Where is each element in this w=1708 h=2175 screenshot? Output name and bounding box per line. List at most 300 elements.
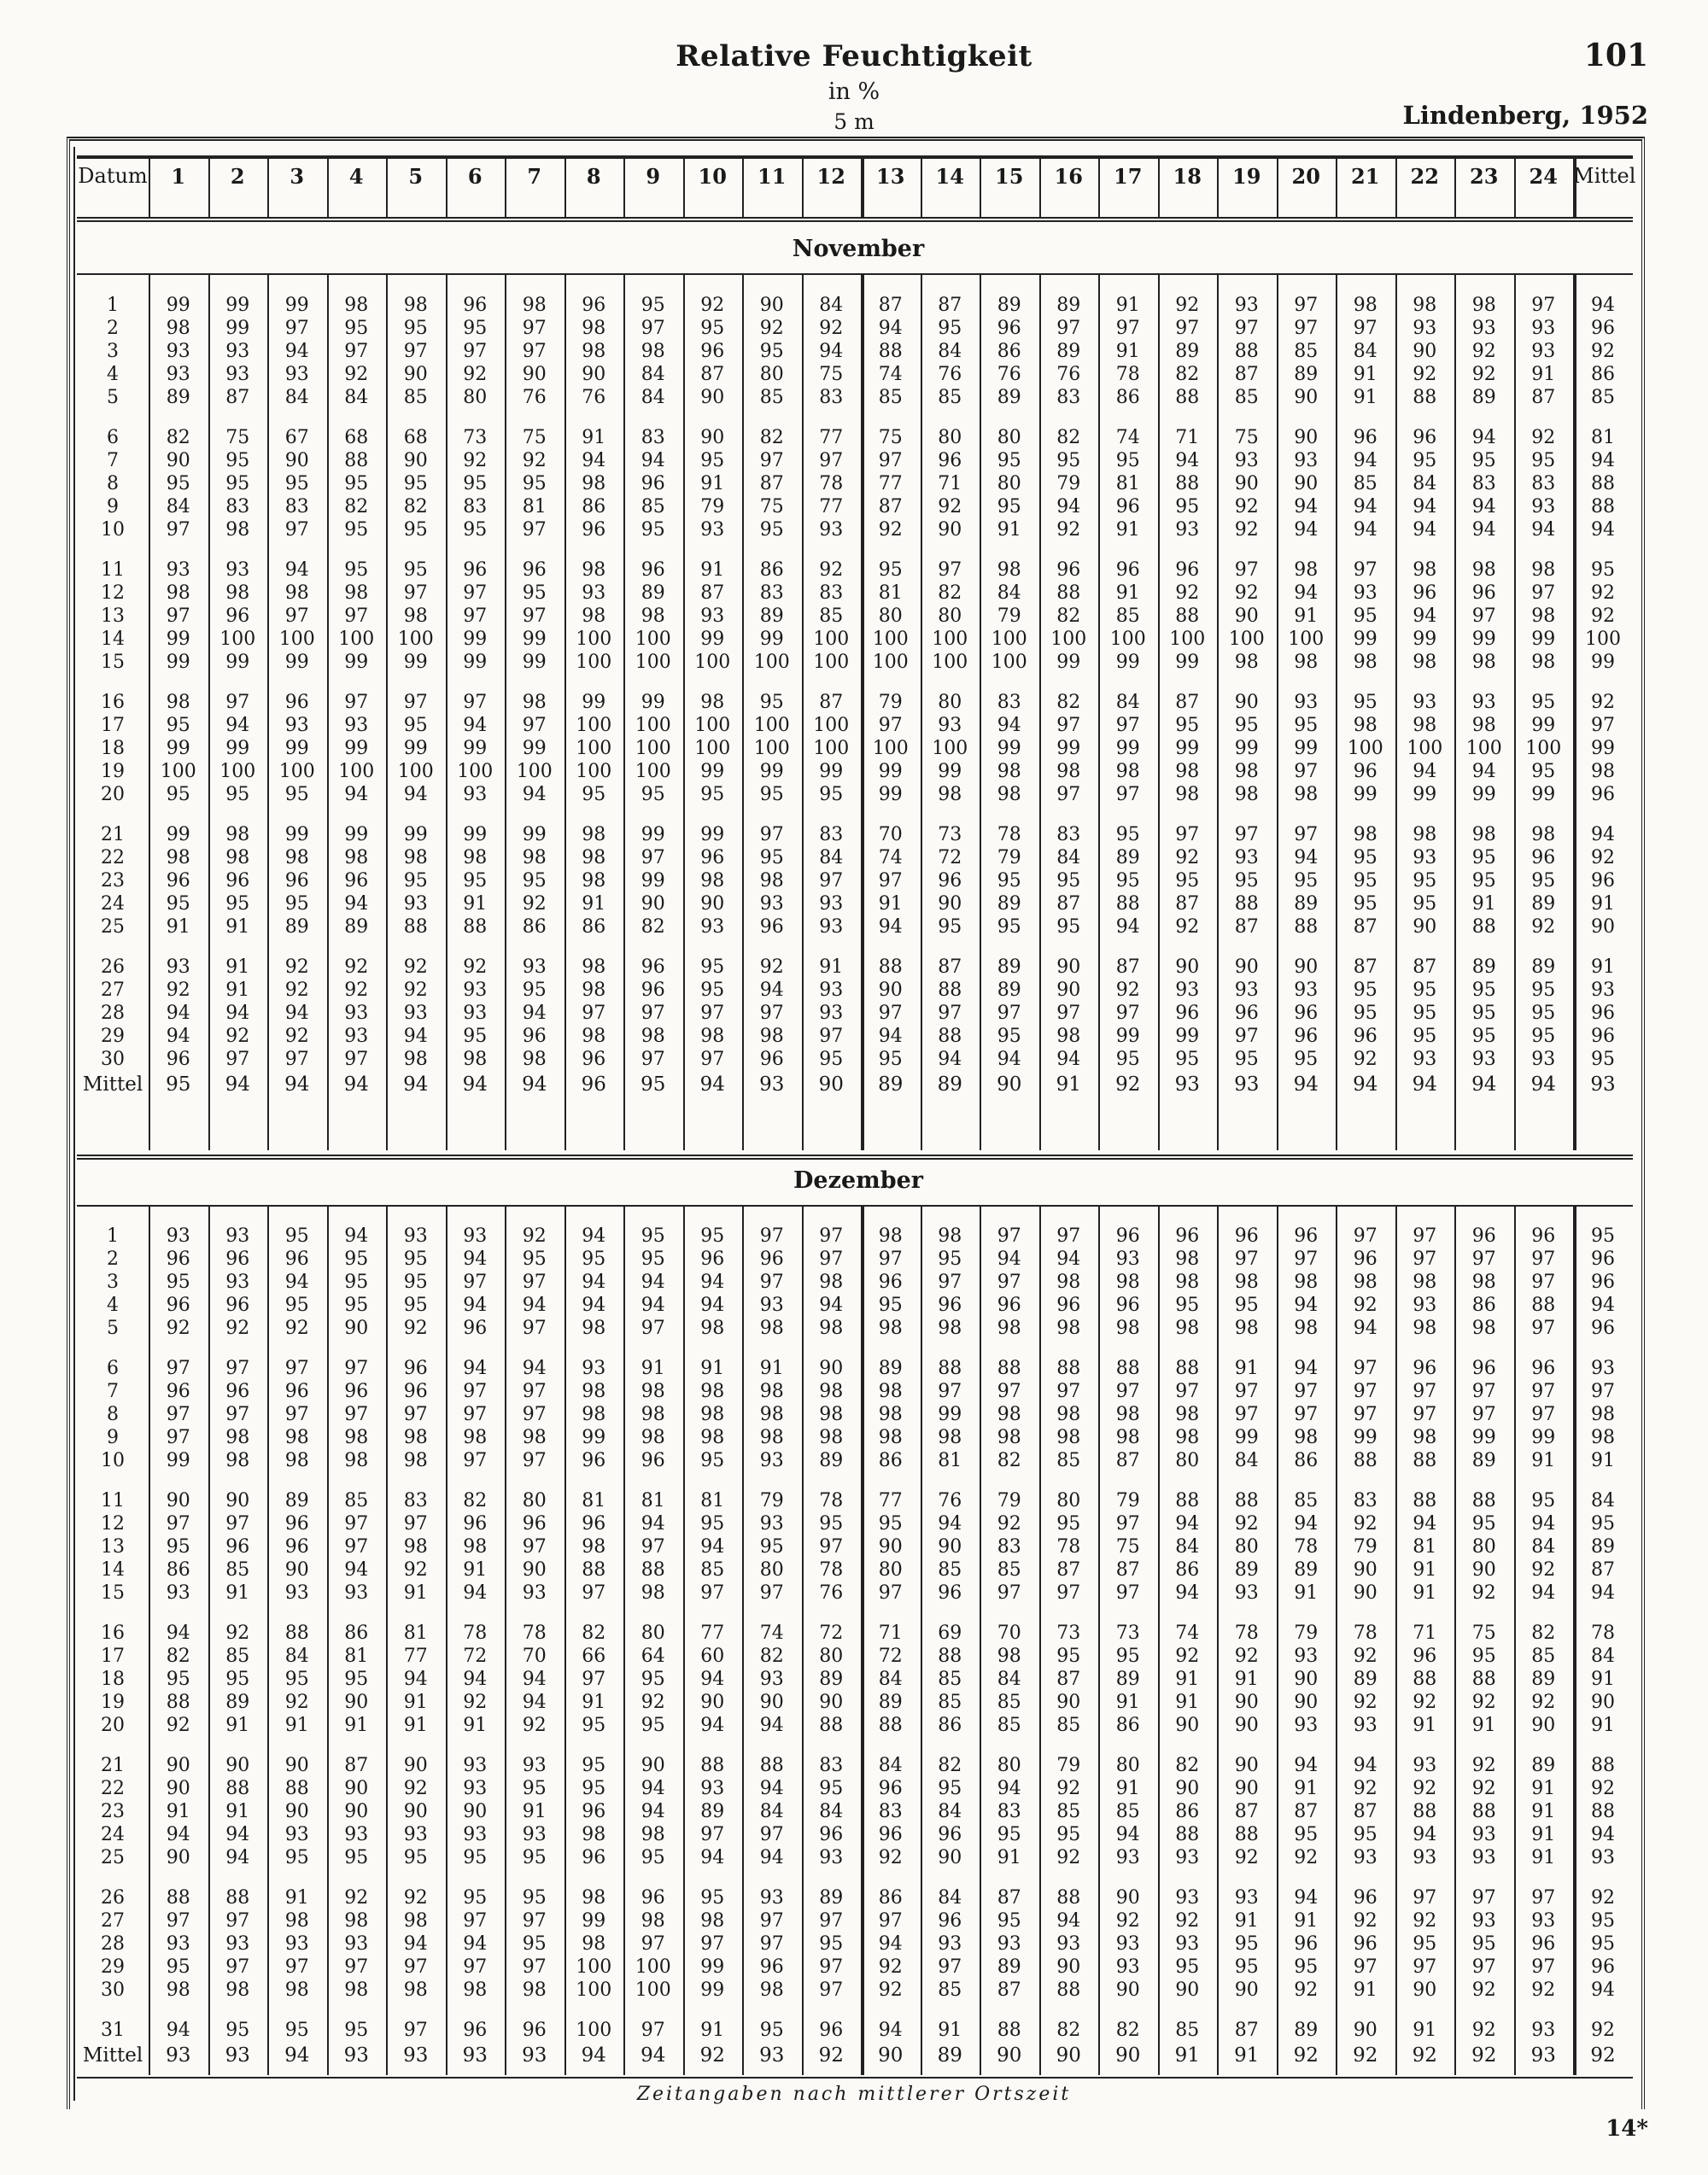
dezember-cell: 95 (997, 1910, 1021, 1932)
november-cell: 96 (997, 318, 1021, 339)
november-cell: 84 (819, 847, 844, 868)
dezember-cell: 98 (700, 1381, 725, 1402)
november-cell: 98 (463, 1049, 488, 1070)
dezember-cell: 96 (938, 1582, 962, 1604)
november-cell: 100 (932, 738, 968, 759)
november-cell: 95 (344, 519, 369, 541)
november-cell: 98 (582, 870, 606, 892)
november-cell: 76 (997, 364, 1021, 385)
dezember-cell: 96 (1531, 1225, 1556, 1247)
dezember-cell: 99 (1353, 1427, 1378, 1448)
dezember-cell: 95 (1471, 1513, 1496, 1535)
dezember-cell: 66 (582, 1646, 606, 1667)
header-column-rule (1098, 155, 1100, 217)
november-cell: 85 (759, 387, 784, 408)
november-cell: 98 (1471, 715, 1496, 736)
dezember-cell: 94 (522, 1669, 547, 1690)
november-cell: 92 (1056, 519, 1081, 541)
dezember-cell: 95 (640, 1715, 665, 1736)
dezember-cell: 94 (522, 1692, 547, 1713)
dezember-cell: 98 (759, 1427, 784, 1448)
november-cell: 80 (938, 605, 962, 627)
dezember-cell: 98 (878, 1404, 903, 1425)
november-cell: 93 (463, 979, 488, 1001)
november-cell: 82 (938, 582, 962, 604)
dezember-cell: 90 (225, 1490, 250, 1511)
dezember-cell: 95 (582, 1715, 606, 1736)
dezember-cell: 97 (1471, 1381, 1496, 1402)
dezember-day-label: 19 (101, 1692, 125, 1713)
dezember-cell: 97 (284, 1956, 309, 1978)
dezember-cell: 96 (938, 1824, 962, 1845)
november-row-mean: 97 (1591, 715, 1615, 736)
dezember-cell: 97 (700, 1933, 725, 1955)
november-cell: 97 (344, 1049, 369, 1070)
november-cell: 97 (522, 318, 547, 339)
dezember-cell: 75 (1115, 1536, 1140, 1558)
november-cell: 85 (1115, 605, 1140, 627)
dezember-cell: 90 (1234, 1778, 1259, 1799)
november-mittel-cell: 93 (1174, 1073, 1200, 1096)
dezember-cell: 94 (1056, 1910, 1081, 1932)
november-cell: 100 (576, 738, 612, 759)
november-cell: 95 (759, 519, 784, 541)
november-cell: 93 (403, 1003, 428, 1024)
november-day-label: 24 (101, 893, 125, 915)
november-cell: 97 (522, 519, 547, 541)
dezember-cell: 96 (1175, 1225, 1200, 1247)
november-cell: 96 (1353, 427, 1378, 448)
dezember-cell: 92 (1471, 2020, 1496, 2041)
november-cell: 90 (1056, 956, 1081, 978)
dezember-cell: 91 (1294, 1910, 1319, 1932)
dezember-row-mean: 87 (1591, 1559, 1615, 1581)
november-cell: 86 (582, 916, 606, 938)
november-cell: 95 (1413, 870, 1437, 892)
november-cell: 93 (1413, 1049, 1437, 1070)
header-column-rule (1454, 155, 1456, 217)
november-cell: 96 (344, 870, 369, 892)
november-cell: 98 (582, 318, 606, 339)
november-cell: 90 (1234, 956, 1259, 978)
dezember-cell: 95 (1353, 1824, 1378, 1845)
dezember-cell: 90 (522, 1559, 547, 1581)
dezember-cell: 94 (640, 1778, 665, 1799)
dezember-cell: 93 (1234, 1582, 1259, 1604)
dezember-cell: 73 (1056, 1622, 1081, 1644)
dezember-cell: 96 (284, 1536, 309, 1558)
november-cell: 93 (166, 364, 190, 385)
november-cell: 93 (1413, 318, 1437, 339)
dezember-cell: 95 (997, 1824, 1021, 1845)
dezember-day-label: 14 (101, 1559, 125, 1581)
november-cell: 95 (819, 1049, 844, 1070)
november-cell: 82 (1175, 364, 1200, 385)
dezember-cell: 90 (938, 1847, 962, 1868)
november-cell: 98 (582, 341, 606, 362)
november-cell: 98 (225, 519, 250, 541)
november-day-label: 26 (101, 956, 125, 978)
november-cell: 98 (700, 870, 725, 892)
november-cell: 98 (284, 847, 309, 868)
november-cell: 99 (700, 824, 725, 845)
november-cell: 92 (284, 1026, 309, 1047)
dezember-cell: 94 (522, 1358, 547, 1379)
november-cell: 97 (1175, 318, 1200, 339)
november-cell: 95 (1531, 450, 1556, 471)
dezember-cell: 83 (403, 1490, 428, 1511)
dezember-cell: 95 (1531, 1490, 1556, 1511)
november-cell: 79 (997, 847, 1021, 868)
dezember-cell: 92 (878, 1847, 903, 1868)
dezember-cell: 88 (938, 1358, 962, 1379)
november-cell: 100 (278, 761, 315, 782)
dezember-cell: 88 (938, 1646, 962, 1667)
november-cell: 98 (1531, 559, 1556, 581)
november-cell: 98 (1175, 784, 1200, 805)
dezember-cell: 95 (463, 1887, 488, 1909)
dezember-cell: 94 (878, 2020, 903, 2041)
dezember-cell: 94 (344, 1559, 369, 1581)
november-cell: 92 (1175, 582, 1200, 604)
dezember-cell: 80 (759, 1559, 784, 1581)
dezember-month-rule (77, 1205, 1633, 1207)
november-cell: 87 (1531, 387, 1556, 408)
dezember-cell: 95 (640, 1248, 665, 1270)
november-cell: 97 (1115, 784, 1140, 805)
dezember-cell: 84 (938, 1801, 962, 1822)
november-mittel-cell: 95 (640, 1073, 666, 1096)
november-cell: 95 (1056, 916, 1081, 938)
dezember-cell: 90 (403, 1801, 428, 1822)
november-cell: 79 (878, 692, 903, 713)
dezember-cell: 91 (225, 1715, 250, 1736)
dezember-cell: 80 (522, 1490, 547, 1511)
november-cell: 98 (997, 784, 1021, 805)
november-cell: 88 (878, 341, 903, 362)
dezember-cell: 86 (1471, 1295, 1496, 1316)
november-row-mean: 91 (1591, 893, 1615, 915)
dezember-cell: 97 (522, 1450, 547, 1471)
november-cell: 85 (819, 605, 844, 627)
dezember-cell: 94 (938, 1513, 962, 1535)
dezember-cell: 91 (1234, 1910, 1259, 1932)
november-cell: 87 (700, 364, 725, 385)
dezember-cell: 89 (997, 1956, 1021, 1978)
november-mittel-cell: 94 (1412, 1073, 1437, 1096)
november-cell: 98 (640, 341, 665, 362)
november-cell: 90 (582, 364, 606, 385)
dezember-cell: 94 (463, 1933, 488, 1955)
dezember-cell: 97 (1471, 1404, 1496, 1425)
dezember-cell: 98 (819, 1272, 844, 1293)
dezember-cell: 95 (284, 1225, 309, 1247)
november-cell: 99 (1531, 784, 1556, 805)
dezember-cell: 84 (284, 1646, 309, 1667)
november-cell: 100 (516, 761, 553, 782)
november-cell: 97 (463, 582, 488, 604)
dezember-cell: 88 (1413, 1669, 1437, 1690)
header-column-rule (1158, 155, 1160, 217)
november-cell: 100 (576, 761, 612, 782)
dezember-cell: 97 (284, 1358, 309, 1379)
dezember-cell: 84 (878, 1669, 903, 1690)
dezember-row-mean: 96 (1591, 1956, 1615, 1978)
november-cell: 91 (1115, 582, 1140, 604)
dezember-cell: 97 (403, 1513, 428, 1535)
dezember-cell: 94 (166, 1824, 190, 1845)
dezember-cell: 97 (463, 1450, 488, 1471)
november-cell: 95 (166, 893, 190, 915)
dezember-cell: 97 (819, 1956, 844, 1978)
dezember-cell: 96 (166, 1248, 190, 1270)
dezember-cell: 99 (1471, 1427, 1496, 1448)
november-cell: 100 (576, 629, 612, 650)
dezember-cell: 99 (1531, 1427, 1556, 1448)
november-mittel-cell: 90 (818, 1073, 844, 1096)
dezember-cell: 98 (819, 1381, 844, 1402)
november-cell: 99 (1294, 738, 1319, 759)
november-day-label: 12 (101, 582, 125, 604)
november-cell: 98 (1353, 295, 1378, 316)
dezember-mittel-cell: 89 (937, 2044, 962, 2067)
november-cell: 96 (640, 979, 665, 1001)
november-day-label: 5 (107, 387, 119, 408)
november-cell: 99 (166, 824, 190, 845)
dezember-cell: 87 (344, 1755, 369, 1776)
dezember-cell: 98 (403, 1450, 428, 1471)
november-cell: 97 (759, 450, 784, 471)
november-cell: 75 (759, 496, 784, 517)
november-cell: 90 (1294, 427, 1319, 448)
dezember-cell: 90 (1115, 1979, 1140, 2001)
dezember-cell: 97 (878, 1910, 903, 1932)
dezember-cell: 90 (819, 1692, 844, 1713)
november-cell: 80 (938, 692, 962, 713)
dezember-cell: 96 (1531, 1933, 1556, 1955)
november-cell: 90 (1413, 916, 1437, 938)
dezember-row-mean: 98 (1591, 1404, 1615, 1425)
november-cell: 94 (1413, 605, 1437, 627)
november-cell: 99 (403, 738, 428, 759)
november-cell: 97 (640, 1049, 665, 1070)
november-cell: 99 (463, 652, 488, 673)
november-mittel-cell: 94 (225, 1073, 250, 1096)
dezember-cell: 94 (1175, 1513, 1200, 1535)
dezember-cell: 97 (878, 1582, 903, 1604)
dezember-cell: 92 (284, 1318, 309, 1339)
november-cell: 99 (166, 295, 190, 316)
november-cell: 98 (166, 318, 190, 339)
dezember-cell: 92 (1353, 1646, 1378, 1667)
november-cell: 92 (700, 295, 725, 316)
november-mittel-cell: 94 (1530, 1073, 1556, 1096)
dezember-cell: 77 (700, 1622, 725, 1644)
dezember-cell: 90 (1531, 1715, 1556, 1736)
november-cell: 87 (225, 387, 250, 408)
dezember-cell: 98 (403, 1910, 428, 1932)
dezember-cell: 96 (878, 1272, 903, 1293)
november-cell: 95 (759, 692, 784, 713)
dezember-cell: 98 (1056, 1427, 1081, 1448)
dezember-cell: 72 (463, 1646, 488, 1667)
dezember-mittel-cell: 92 (1353, 2044, 1378, 2067)
november-cell: 91 (700, 559, 725, 581)
header-column-rule (149, 155, 150, 217)
november-cell: 94 (225, 715, 250, 736)
header-column-rule (564, 155, 566, 217)
november-cell: 96 (1353, 1026, 1378, 1047)
november-cell: 97 (225, 1049, 250, 1070)
column-header-hour: 13 (876, 164, 905, 189)
november-cell: 92 (403, 979, 428, 1001)
november-mittel-cell: 94 (403, 1073, 429, 1096)
dezember-cell: 98 (1175, 1272, 1200, 1293)
dezember-cell: 80 (640, 1622, 665, 1644)
november-cell: 93 (1294, 979, 1319, 1001)
november-cell: 88 (1294, 916, 1319, 938)
dezember-cell: 93 (938, 1933, 962, 1955)
dezember-cell: 88 (582, 1559, 606, 1581)
november-cell: 88 (1471, 916, 1496, 938)
november-cell: 99 (938, 761, 962, 782)
november-cell: 76 (1056, 364, 1081, 385)
month-november: November (792, 236, 925, 262)
dezember-cell: 97 (938, 1272, 962, 1293)
november-cell: 87 (878, 295, 903, 316)
dezember-cell: 95 (700, 1887, 725, 1909)
november-cell: 94 (1353, 496, 1378, 517)
dezember-cell: 80 (997, 1755, 1021, 1776)
november-cell: 100 (457, 761, 494, 782)
dezember-cell: 92 (522, 1225, 547, 1247)
dezember-cell: 96 (463, 1513, 488, 1535)
november-day-label: 28 (101, 1003, 125, 1024)
dezember-cell: 83 (997, 1536, 1021, 1558)
november-cell: 99 (284, 738, 309, 759)
dezember-cell: 92 (522, 1715, 547, 1736)
november-cell: 100 (694, 652, 731, 673)
dezember-cell: 94 (640, 1801, 665, 1822)
november-cell: 99 (878, 784, 903, 805)
dezember-cell: 98 (582, 1404, 606, 1425)
november-cell: 94 (1471, 519, 1496, 541)
november-cell: 95 (1115, 870, 1140, 892)
dezember-cell: 97 (166, 1404, 190, 1425)
dezember-cell: 80 (1115, 1755, 1140, 1776)
dezember-cell: 87 (1056, 1559, 1081, 1581)
november-cell: 95 (1115, 1049, 1140, 1070)
dezember-cell: 92 (878, 1956, 903, 1978)
november-cell: 86 (522, 916, 547, 938)
dezember-cell: 98 (640, 1427, 665, 1448)
dezember-cell: 97 (225, 1358, 250, 1379)
november-day-label: 30 (101, 1049, 125, 1070)
november-cell: 90 (759, 295, 784, 316)
dezember-cell: 92 (403, 1559, 428, 1581)
dezember-cell: 97 (1531, 1381, 1556, 1402)
dezember-cell: 98 (878, 1427, 903, 1448)
november-cell: 89 (997, 979, 1021, 1001)
november-cell: 90 (700, 427, 725, 448)
november-cell: 99 (759, 629, 784, 650)
dezember-cell: 98 (1294, 1318, 1319, 1339)
november-cell: 98 (1413, 824, 1437, 845)
dezember-cell: 88 (819, 1715, 844, 1736)
november-cell: 80 (878, 605, 903, 627)
dezember-cell: 84 (878, 1755, 903, 1776)
november-cell: 93 (1294, 692, 1319, 713)
dezember-cell: 98 (759, 1381, 784, 1402)
dezember-cell: 97 (225, 1513, 250, 1535)
column-header-hour: 3 (290, 164, 305, 189)
dezember-cell: 97 (819, 1910, 844, 1932)
dezember-cell: 96 (166, 1295, 190, 1316)
november-cell: 81 (522, 496, 547, 517)
november-cell: 96 (1115, 496, 1140, 517)
dezember-cell: 88 (878, 1715, 903, 1736)
dezember-cell: 97 (997, 1582, 1021, 1604)
november-cell: 95 (759, 847, 784, 868)
dezember-cell: 94 (463, 1295, 488, 1316)
november-cell: 84 (1353, 341, 1378, 362)
dezember-cell: 78 (1353, 1622, 1378, 1644)
dezember-cell: 79 (997, 1490, 1021, 1511)
november-cell: 93 (1531, 318, 1556, 339)
dezember-cell: 76 (938, 1490, 962, 1511)
november-cell: 100 (991, 652, 1027, 673)
november-row-mean: 96 (1591, 318, 1615, 339)
november-cell: 97 (1531, 295, 1556, 316)
dezember-cell: 93 (1115, 1847, 1140, 1868)
november-cell: 94 (938, 1049, 962, 1070)
november-mittel-label: Mittel (82, 1073, 143, 1096)
dezember-cell: 98 (938, 1225, 962, 1247)
november-cell: 94 (344, 893, 369, 915)
dezember-cell: 87 (1234, 1801, 1259, 1822)
november-cell: 99 (284, 824, 309, 845)
dezember-cell: 91 (1413, 1715, 1437, 1736)
dezember-cell: 99 (700, 1979, 725, 2001)
dezember-cell: 88 (166, 1692, 190, 1713)
dezember-cell: 95 (938, 1778, 962, 1799)
column-header-hour: 20 (1291, 164, 1320, 189)
november-cell: 95 (997, 1026, 1021, 1047)
november-cell: 97 (344, 605, 369, 627)
november-cell: 95 (1531, 1003, 1556, 1024)
dezember-cell: 95 (878, 1513, 903, 1535)
november-cell: 88 (1413, 387, 1437, 408)
dezember-day-label: 17 (101, 1646, 125, 1667)
november-cell: 89 (1294, 893, 1319, 915)
dezember-cell: 82 (759, 1646, 784, 1667)
dezember-cell: 93 (403, 1225, 428, 1247)
column-header-hour: 23 (1470, 164, 1499, 189)
november-cell: 99 (166, 738, 190, 759)
november-cell: 94 (1294, 847, 1319, 868)
dezember-cell: 85 (344, 1490, 369, 1511)
dezember-cell: 93 (522, 1755, 547, 1776)
column-header-hour: 14 (935, 164, 964, 189)
november-cell: 90 (166, 450, 190, 471)
november-cell: 85 (403, 387, 428, 408)
november-cell: 96 (938, 870, 962, 892)
dezember-cell: 88 (284, 1622, 309, 1644)
dezember-cell: 96 (284, 1381, 309, 1402)
november-cell: 100 (872, 629, 909, 650)
dezember-cell: 90 (344, 1778, 369, 1799)
dezember-cell: 89 (1531, 1669, 1556, 1690)
